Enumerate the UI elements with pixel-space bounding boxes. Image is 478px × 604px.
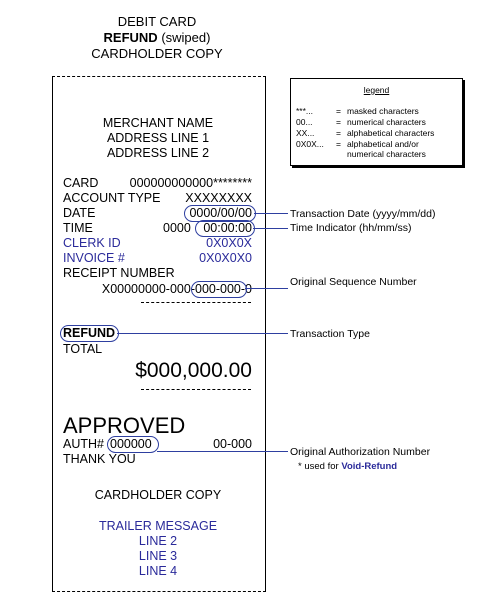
trailer-line-2: LINE 2 [138, 534, 178, 548]
total-label: TOTAL [63, 342, 103, 356]
receipt-top-tear [52, 76, 266, 77]
receipt-number-suffix: -0 [240, 282, 252, 296]
auth-highlight [107, 436, 159, 453]
receipt-number-label: RECEIPT NUMBER [63, 266, 175, 280]
legend-desc-4b: numerical characters [347, 149, 426, 159]
card-label: CARD [63, 176, 99, 190]
auth-note-bold: Void-Refund [341, 461, 398, 472]
account-type-label: ACCOUNT TYPE [63, 191, 161, 205]
clerk-id-label: CLERK ID [63, 236, 121, 250]
separator-1 [141, 302, 251, 303]
time-prefix: 0000 [163, 221, 191, 235]
total-amount: $000,000.00 [135, 359, 252, 382]
legend-box [290, 78, 463, 166]
sequence-highlight [191, 281, 247, 298]
receipt-bottom-tear [52, 591, 266, 592]
legend-eq-3: = [336, 128, 341, 138]
cardholder-copy: CARDHOLDER COPY [94, 488, 222, 502]
invoice-label: INVOICE # [63, 251, 125, 265]
legend-code-1: ***... [296, 106, 314, 116]
sequence-annotation: Original Sequence Number [290, 276, 417, 288]
header-line-1: DEBIT CARD [117, 14, 197, 29]
thank-you: THANK YOU [63, 452, 136, 466]
time-label: TIME [63, 221, 93, 235]
legend-eq-1: = [336, 106, 341, 116]
merchant-address-2: ADDRESS LINE 2 [106, 146, 210, 160]
legend-eq-2: = [336, 117, 341, 127]
date-label: DATE [63, 206, 96, 220]
legend-desc-4: alphabetical and/or [347, 139, 419, 149]
time-pointer [253, 228, 288, 229]
legend-code-4: 0X0X... [296, 139, 324, 149]
sequence-pointer [245, 288, 288, 289]
auth-note-prefix: * used for [298, 461, 342, 472]
trailer-message: TRAILER MESSAGE [98, 519, 218, 533]
separator-2 [141, 389, 251, 390]
date-value: 0000/00/00 [189, 206, 252, 220]
time-highlight [195, 220, 255, 237]
transaction-type: REFUND [63, 326, 116, 340]
type-highlight [60, 325, 119, 342]
auth-note [298, 460, 397, 473]
legend-eq-4: = [336, 139, 341, 149]
account-type-value: XXXXXXXX [185, 191, 252, 205]
receipt-number-sequence: 000-000 [195, 282, 241, 296]
time-value: 00:00:00 [203, 221, 252, 235]
card-value: 000000000000******** [129, 176, 252, 190]
clerk-id-value: 0X0X0X [206, 236, 252, 250]
header-swiped: (swiped) [157, 30, 211, 45]
invoice-value: 0X0X0X0 [199, 251, 252, 265]
merchant-name: MERCHANT NAME [102, 116, 214, 130]
type-pointer [117, 333, 288, 334]
date-annotation: Transaction Date (yyyy/mm/dd) [290, 208, 436, 220]
date-pointer [254, 213, 288, 214]
auth-annotation: Original Authorization Number [290, 446, 431, 458]
trailer-line-3: LINE 3 [138, 549, 178, 563]
header-line-3: CARDHOLDER COPY [91, 46, 223, 61]
legend-desc-3: alphabetical characters [347, 128, 435, 138]
legend-desc-2: numerical characters [347, 117, 426, 127]
time-annotation: Time Indicator (hh/mm/ss) [290, 222, 412, 234]
receipt-number-prefix: X00000000-000- [101, 282, 195, 296]
legend-code-2: 00... [296, 117, 313, 127]
auth-pointer [157, 451, 288, 452]
trailer-line-4: LINE 4 [138, 564, 178, 578]
auth-right-code: 00-000 [213, 437, 252, 451]
type-annotation: Transaction Type [290, 328, 370, 340]
legend-code-3: XX... [296, 128, 315, 138]
auth-label: AUTH# [63, 437, 104, 451]
auth-value: 000000 [110, 437, 152, 451]
merchant-address-1: ADDRESS LINE 1 [106, 131, 210, 145]
approved-status: APPROVED [63, 413, 186, 438]
legend-title: legend [363, 85, 390, 95]
header-refund: REFUND [103, 30, 158, 45]
legend-desc-1: masked characters [347, 106, 419, 116]
header-line-2 [57, 30, 257, 46]
